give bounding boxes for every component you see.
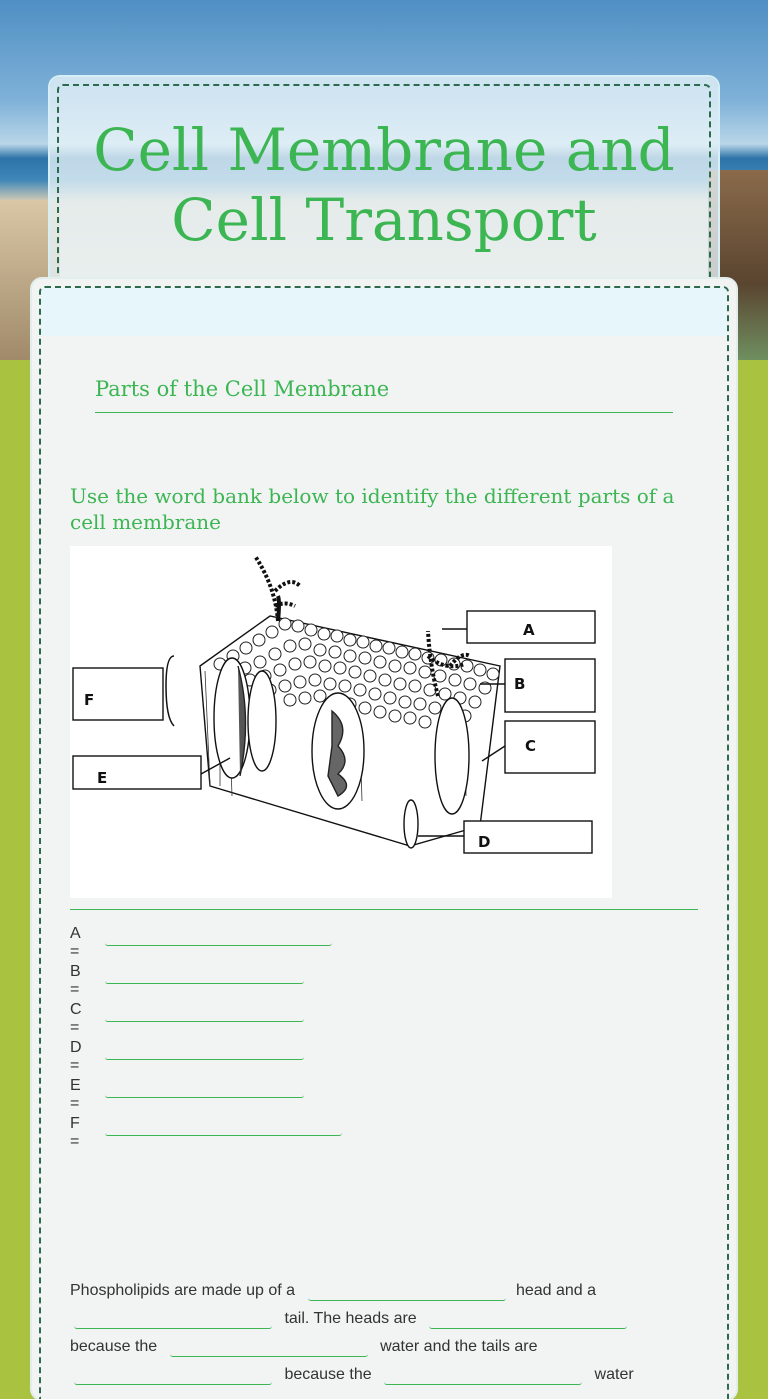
diagram-label-a: A: [523, 621, 535, 639]
answer-input-d[interactable]: [105, 1037, 304, 1060]
label-box-c: [505, 721, 595, 773]
blank-tails-reason-input[interactable]: [384, 1364, 582, 1385]
answer-input-f[interactable]: [105, 1113, 342, 1136]
diagram-label-c: C: [525, 737, 537, 755]
paragraph-line-2: [70, 1305, 627, 1333]
section-divider: [70, 909, 698, 910]
membrane-diagram-svg: [70, 546, 612, 898]
blank-heads-are-input[interactable]: [429, 1308, 627, 1329]
blank-tail-input[interactable]: [74, 1308, 272, 1329]
answer-input-c[interactable]: [105, 999, 304, 1022]
paragraph-text-6: because the: [284, 1366, 372, 1383]
page-title: [50, 115, 718, 255]
paragraph-line-1: [70, 1277, 596, 1305]
answer-label-d: D =: [70, 1039, 82, 1074]
answer-label-f: F =: [70, 1115, 80, 1150]
paragraph-text-1: Phospholipids are made up of a: [70, 1282, 296, 1299]
answer-input-a[interactable]: [105, 923, 332, 946]
cell-membrane-diagram: [70, 546, 612, 898]
paragraph-text-2: head and a: [515, 1282, 597, 1299]
answer-label-c: C =: [70, 1001, 82, 1036]
paragraph-line-3: [70, 1333, 538, 1361]
page-title-line-2: Cell Transport: [171, 186, 597, 254]
blank-heads-reason-input[interactable]: [170, 1336, 368, 1357]
paragraph-text-7: water: [594, 1366, 634, 1383]
instruction-text: Use the word bank below to identify the different parts of a cell membrane: [70, 484, 675, 534]
blank-tails-are-input[interactable]: [74, 1364, 272, 1385]
diagram-label-d: D: [478, 833, 491, 851]
answer-label-e: E =: [70, 1077, 81, 1112]
answer-input-e[interactable]: [105, 1075, 304, 1098]
title-card: [50, 77, 718, 297]
label-box-e: [73, 756, 201, 789]
blank-head-input[interactable]: [308, 1280, 506, 1301]
paragraph-text-4: because the: [70, 1338, 158, 1355]
answer-label-a: A =: [70, 925, 80, 960]
diagram-label-e: E: [97, 769, 108, 787]
paragraph-text-5: water and the tails are: [380, 1338, 538, 1355]
diagram-label-b: B: [514, 675, 526, 693]
paragraph-line-4: [70, 1361, 634, 1389]
answer-input-b[interactable]: [105, 961, 304, 984]
paragraph-text-3: tail. The heads are: [284, 1310, 417, 1327]
worksheet-card-top-strip: [41, 288, 727, 336]
diagram-label-f: F: [84, 691, 95, 709]
page-title-line-1: Cell Membrane and: [93, 116, 675, 184]
section-heading: Parts of the Cell Membrane: [95, 374, 673, 413]
answer-label-b: B =: [70, 963, 81, 998]
